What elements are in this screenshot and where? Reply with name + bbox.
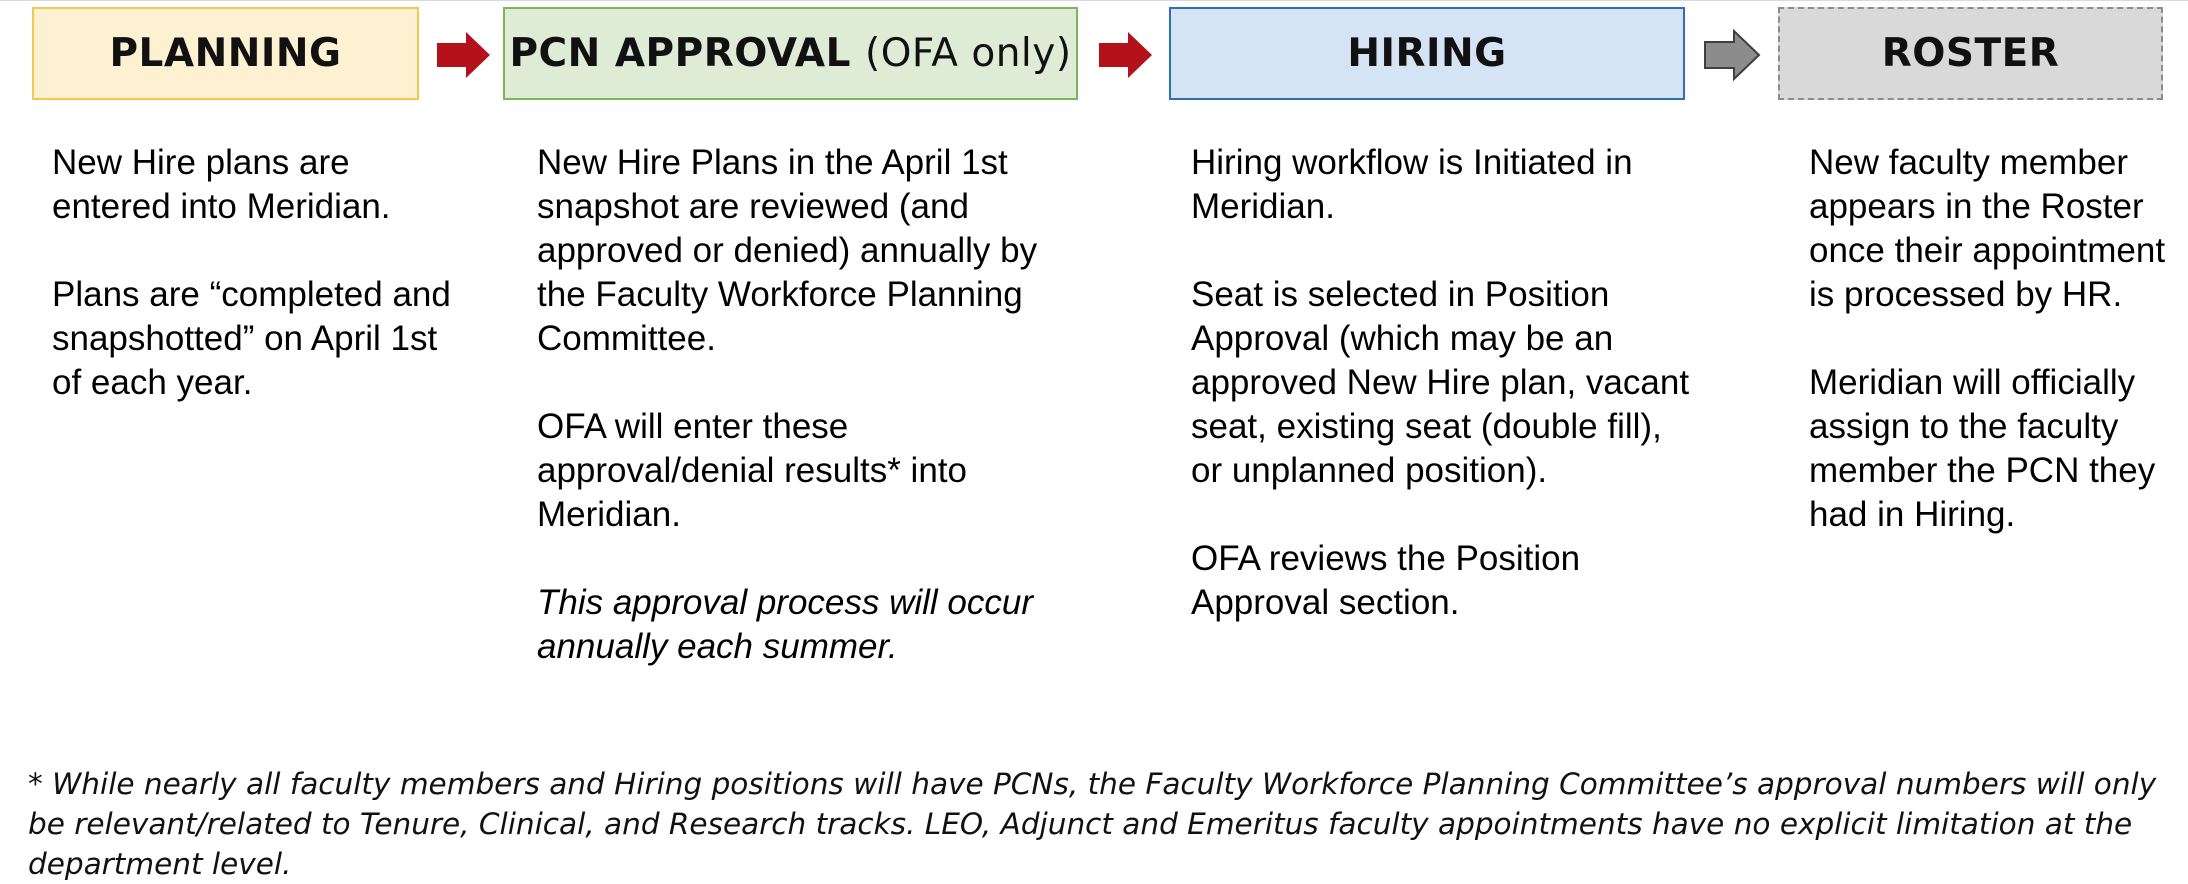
arrow-right-icon <box>1098 30 1154 80</box>
planning-description <box>52 141 452 449</box>
description-paragraph: New Hire plans are entered into Meridian. <box>52 143 391 226</box>
stage-planning <box>32 7 419 100</box>
description-paragraph: Meridian will officially assign to the faculty member the PCN they had in Hiring. <box>1809 363 2156 534</box>
stage-title: HIRING <box>1347 31 1507 76</box>
description-paragraph: Seat is selected in Position Approval (which may be an approved New Hire plan, vacant seat, existing seat (double fill), or unplanned position). <box>1191 275 1690 490</box>
stage-title: PLANNING <box>109 31 342 76</box>
pcn-approval-description <box>537 141 1067 713</box>
stage-note: (OFA only) <box>865 31 1072 76</box>
footnote: * While nearly all faculty members and Hiring positions will have PCNs, the Faculty Workforce Planning Committee’s approval numbers will only be relevant/related to Tenure, Clinical, and Research tracks. LEO, Adjunct and Emeritus faculty appointments have no explicit limitation at the department level. <box>28 767 2157 881</box>
arrow-right-icon <box>1703 29 1761 81</box>
description-paragraph: Plans are “completed and snapshotted” on April 1st of each year. <box>52 275 451 402</box>
stage-pcn-approval <box>503 7 1078 100</box>
description-paragraph: This approval process will occur annually each summer. <box>537 583 1034 666</box>
stage-hiring <box>1169 7 1685 100</box>
hiring-description <box>1191 141 1691 669</box>
description-paragraph: New faculty member appears in the Roster once their appointment is processed by HR. <box>1809 143 2166 314</box>
stage-roster <box>1778 7 2163 100</box>
description-paragraph: OFA reviews the Position Approval section. <box>1191 539 1581 622</box>
stage-title: ROSTER <box>1881 31 2060 76</box>
stage-title: PCN APPROVAL <box>509 31 851 76</box>
arrow-right-icon <box>436 30 492 80</box>
description-paragraph: New Hire Plans in the April 1st snapshot are reviewed (and approved or denied) annually by the Faculty Workforce Planning Committee. <box>537 143 1038 358</box>
roster-description <box>1809 141 2179 581</box>
description-paragraph: OFA will enter these approval/denial results* into Meridian. <box>537 407 967 534</box>
description-paragraph: Hiring workflow is Initiated in Meridian. <box>1191 143 1633 226</box>
